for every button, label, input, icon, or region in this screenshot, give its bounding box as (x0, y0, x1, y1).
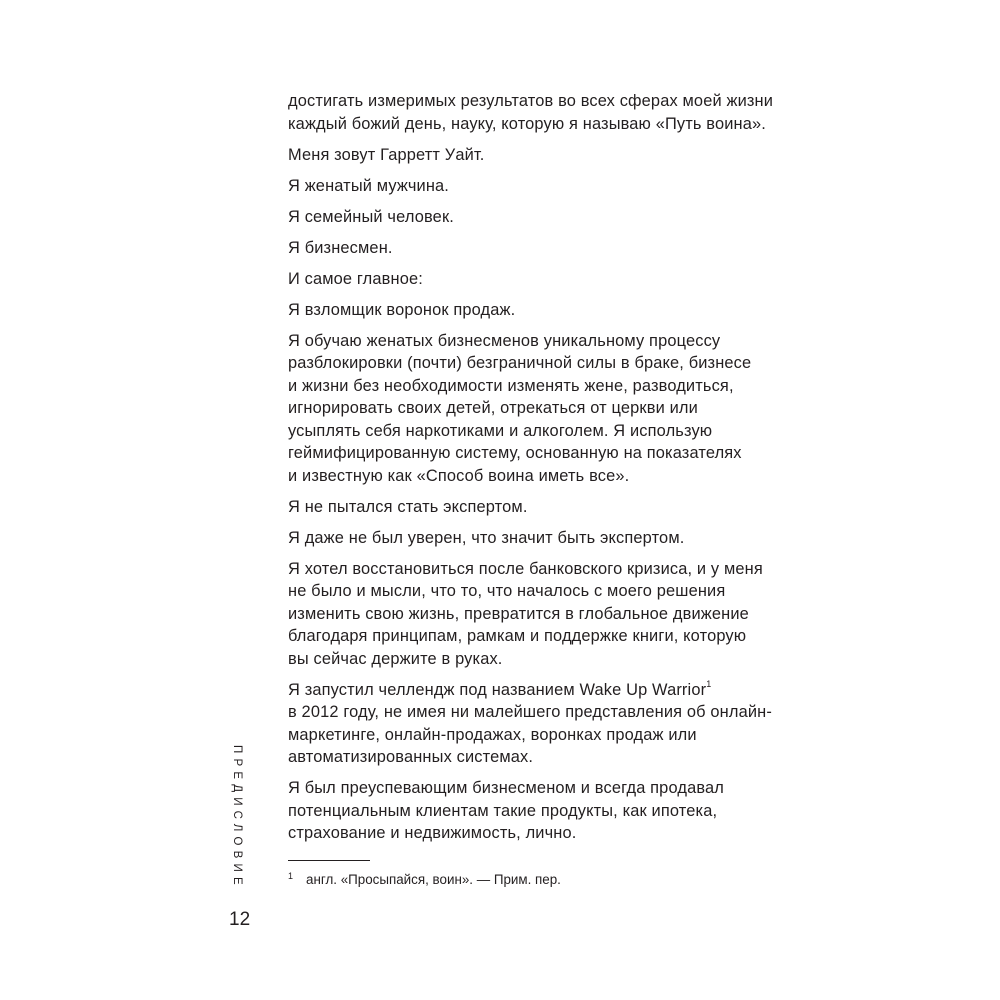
text-line (288, 679, 808, 702)
text-line-content: Меня зовут Гарретт Уайт. (288, 145, 485, 164)
text-line-content: и известную как «Способ воина иметь все». (288, 466, 630, 485)
paragraph (288, 268, 808, 291)
text-line (288, 701, 808, 724)
text-line (288, 90, 808, 113)
footnote-mark: 1 (288, 871, 294, 881)
text-line (288, 375, 808, 398)
text-line-content: Я хотел восстановиться после банковского кризиса, и у меня (288, 559, 763, 578)
text-line-content: Я бизнесмен. (288, 238, 393, 257)
text-line-content: каждый божий день, науку, которую я называю «Путь воина». (288, 114, 766, 133)
text-line (288, 442, 808, 465)
text-line-content: страхование и недвижимость, лично. (288, 824, 577, 842)
text-line-content: Я женатый мужчина. (288, 176, 450, 195)
text-line (288, 625, 808, 648)
text-line (288, 465, 808, 488)
text-line-content: достигать измеримых результатов во всех сферах моей жизни (288, 92, 774, 110)
text-line (288, 144, 808, 167)
paragraph (288, 206, 808, 229)
text-line (288, 352, 808, 375)
main-text (288, 90, 808, 853)
text-line (288, 777, 808, 800)
paragraph (288, 299, 808, 322)
paragraph (288, 679, 808, 769)
text-line (288, 527, 808, 550)
text-line-content: потенциальным клиентам такие продукты, как ипотека, (288, 801, 718, 820)
text-line (288, 299, 808, 322)
text-line-content: Я взломщик воронок продаж. (288, 300, 516, 319)
text-line (288, 420, 808, 443)
text-line (288, 496, 808, 519)
text-line-content: игнорировать своих детей, отрекаться от церкви или (288, 399, 698, 417)
text-line (288, 580, 808, 603)
text-line (288, 237, 808, 260)
paragraph (288, 330, 808, 488)
paragraph (288, 175, 808, 198)
text-line (288, 746, 808, 769)
text-line-content: изменить свою жизнь, превратится в глобальное движение (288, 604, 749, 623)
paragraph (288, 90, 808, 135)
paragraph (288, 527, 808, 550)
text-line (288, 800, 808, 823)
text-line-content: Я семейный человек. (288, 207, 454, 226)
text-line (288, 330, 808, 353)
text-line-content: маркетинге, онлайн-продажах, воронках продаж или (288, 725, 697, 744)
text-line (288, 724, 808, 747)
text-line-content: И самое главное: (288, 269, 423, 288)
footnote-reference: 1 (706, 679, 712, 690)
text-line-content: и жизни без необходимости изменять жене, разводиться, (288, 376, 734, 395)
text-line-content: вы сейчас держите в руках. (288, 649, 503, 668)
paragraph (288, 777, 808, 845)
text-line (288, 206, 808, 229)
text-line-content: Я обучаю женатых бизнесменов уникальному процессу (288, 331, 721, 350)
section-running-head: ПРЕДИСЛОВИЕ (231, 745, 243, 890)
text-line-content: геймифицированную систему, основанную на показателях (288, 444, 742, 462)
text-line-content: Я не пытался стать экспертом. (288, 497, 528, 516)
text-line-content: не было и мысли, что то, что началось с моего решения (288, 582, 726, 600)
text-line-content: Я даже не был уверен, что значит быть экспертом. (288, 528, 685, 547)
footnote-text: англ. «Просыпайся, воин». — Прим. пер. (306, 872, 561, 887)
text-line-content: автоматизированных системах. (288, 748, 534, 766)
text-line (288, 175, 808, 198)
text-line-content: в 2012 году, не имея ни малейшего представления об онлайн- (288, 703, 772, 721)
text-line (288, 648, 808, 671)
text-line (288, 558, 808, 581)
text-line (288, 397, 808, 420)
text-line-content: усыплять себя наркотиками и алкоголем. Я использую (288, 421, 713, 440)
text-line-content: Я запустил челлендж под названием Wake Up Warrior (288, 680, 707, 699)
paragraph (288, 237, 808, 260)
text-line-content: благодаря принципам, рамкам и поддержке книги, которую (288, 627, 747, 645)
paragraph (288, 144, 808, 167)
text-line-content: разблокировки (почти) безграничной силы в браке, бизнесе (288, 354, 752, 372)
text-line (288, 268, 808, 291)
page-number: 12 (229, 909, 251, 930)
text-line (288, 113, 808, 136)
footnote (288, 871, 561, 890)
paragraph (288, 558, 808, 671)
text-line (288, 822, 808, 845)
text-line (288, 603, 808, 626)
footnote-divider (288, 860, 370, 861)
paragraph (288, 496, 808, 519)
text-line-content: Я был преуспевающим бизнесменом и всегда продавал (288, 779, 724, 797)
